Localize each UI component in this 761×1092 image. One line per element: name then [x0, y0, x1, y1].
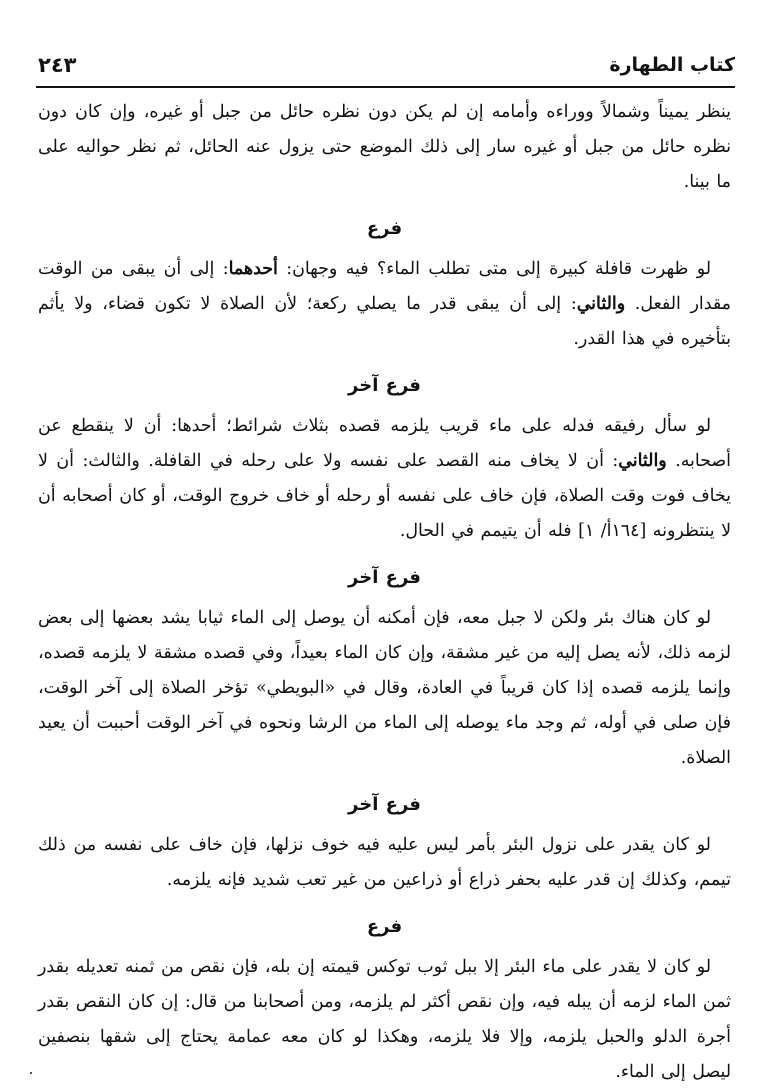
text-run: لو ظهرت قافلة كبيرة إلى متى تطلب الماء؟ فيه وجهان: [277, 259, 711, 279]
page-header [38, 44, 735, 78]
section-title: فرع آخر [348, 567, 421, 588]
text-run: لو سأل رفيقه فدله على ماء قريب يلزمه قصده بثلاث شرائط؛ أحدها: أن لا ينقطع عن أصحابه. [38, 416, 732, 471]
section-paragraph [38, 252, 731, 357]
section-title: فرع [366, 916, 403, 937]
section-title: فرع آخر [348, 794, 421, 815]
text-run: لو كان لا يقدر على ماء البئر إلا ببل ثوب توكس قيمته إن بله، فإن نقص من ثمنه تعديله بقدر ثمن الماء لزمه أن يبله فيه، وإن نقص أكثر لم يلزمه، ومن أصحابنا من قال: إن كان النقص بقدر أجرة الدلو والحبل يلزمه، وإلا فلا يلزمه، وهكذا لو كان معه عمامة يحتاج إلى شقها بنصفين ليصل إلى الماء. [38, 957, 731, 1082]
section-title: فرع آخر [348, 375, 421, 396]
book-title: كتاب الطهارة [609, 54, 735, 76]
keyword-run: والثاني [576, 294, 626, 314]
section-paragraph [38, 601, 731, 776]
text-run: : إلى أن يبقى من الوقت مقدار الفعل. [38, 259, 731, 314]
scan-speck [30, 1072, 32, 1074]
header-divider [36, 86, 735, 88]
page-body [38, 95, 731, 1090]
section-paragraph [38, 828, 731, 898]
intro-paragraph: ينظر يميناً وشمالاً ووراءه وأمامه إن لم يكن دون نظره حائل من جبل أو غيره، وإن كان دون نظره حائل من جبل أو غيره سار إلى ذلك الموضع حتى يزول عنه الحائل، ثم نظر حواليه على ما بينا. [38, 102, 731, 192]
text-run: : أن لا يخاف منه القصد على نفسه ولا على رحله في القافلة. والثالث: أن لا يخاف فوت وقت الصلاة، فإن خاف على نفسه أو رحله أو خاف خروج الوقت، أو كان أصحابه أن لا ينتظرونه [١٦٤أ/ ١] فله أن يتيمم في الحال. [38, 451, 731, 541]
keyword-run: أحدهما [228, 259, 278, 279]
text-run: : إلى أن يبقى قدر ما يصلي ركعة؛ لأن الصلاة لا تكون قضاء، ولا يأثم بتأخيره في هذا القدر. [38, 294, 731, 349]
text-run: لو كان هناك بئر ولكن لا جبل معه، فإن أمكنه أن يوصل إلى الماء ثيابا يشد بعضها إلى بعض لزمه ذلك، لأنه يصل إليه من غير مشقة، وإن كان الماء بعيداً، وفي قصده مشقة لا يلزمه قصده، وإنما يلزمه قصده إذا كان قريباً في العادة، وقال في «البويطي» تؤخر الصلاة إلى آخر الوقت، فإن صلى في أوله، ثم وجد ماء يوصله إلى الماء من الرشا ونحوه في آخر الوقت أحببت أن يعيد الصلاة. [38, 608, 731, 768]
keyword-run: والثاني [618, 451, 667, 471]
page-number: ٢٤٣ [38, 53, 77, 77]
section-paragraph [38, 950, 731, 1090]
section-paragraph [38, 409, 731, 549]
text-run: لو كان يقدر على نزول البئر بأمر ليس عليه فيه خوف نزلها، فإن خاف على نفسه من ذلك تيمم، وكذلك إن قدر عليه بحفر ذراع أو ذراعين من غير تعب شديد فإنه يلزمه. [38, 835, 731, 890]
section-title: فرع [366, 218, 403, 239]
